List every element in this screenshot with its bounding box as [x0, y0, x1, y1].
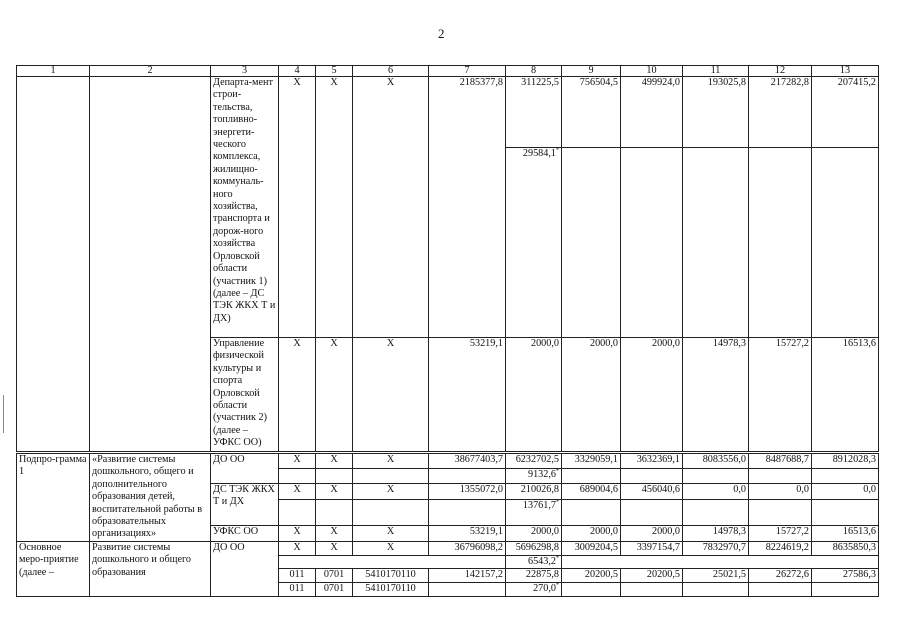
table-cell: 3397154,7 [621, 541, 683, 555]
table-cell [279, 499, 316, 525]
header-cell: 11 [683, 66, 749, 77]
table-cell: 3329059,1 [562, 454, 621, 469]
table-cell [353, 469, 429, 484]
table-cell: 0,0 [683, 484, 749, 500]
table-cell: 2000,0 [621, 525, 683, 541]
table-cell [353, 499, 429, 525]
table-cell: 5410170110 [353, 569, 429, 583]
header-cell: 6 [353, 66, 429, 77]
table-cell: 14978,3 [683, 525, 749, 541]
table-cell: 15727,2 [749, 525, 812, 541]
table-row [17, 541, 879, 555]
table-cell: 14978,3 [683, 338, 749, 452]
table-cell: 2000,0 [562, 338, 621, 452]
table-cell [621, 148, 683, 338]
participant-cell: ДО ОО [211, 454, 279, 484]
table-cell: 0701 [316, 569, 353, 583]
table-cell [90, 77, 211, 452]
table-cell [683, 148, 749, 338]
header-cell: 1 [17, 66, 90, 77]
table-cell: 20200,5 [621, 569, 683, 583]
table-cell [812, 583, 879, 597]
table-cell: 011 [279, 583, 316, 597]
cell-value: 29584,1 [522, 148, 556, 159]
table-cell [749, 148, 812, 338]
table-cell [506, 148, 562, 338]
table-cell: Х [279, 338, 316, 452]
header-cell: 2 [90, 66, 211, 77]
table-cell [562, 499, 621, 525]
participant-cell: Управление физической культуры и спорта Орловской области (участник 2) (далее – УФКС ОО) [211, 338, 279, 452]
table-cell: 689004,6 [562, 484, 621, 500]
table-cell: 38677403,7 [429, 454, 506, 469]
cell-value: 9132,6 [527, 469, 556, 480]
participant-cell: ДО ОО [211, 541, 279, 596]
table-cell: 8083556,0 [683, 454, 749, 469]
table-cell: 311225,5 [506, 77, 562, 148]
table-cell [506, 583, 562, 597]
table-cell: 456040,6 [621, 484, 683, 500]
header-cell: 10 [621, 66, 683, 77]
table-cell: 22875,8 [506, 569, 562, 583]
table-cell: 011 [279, 569, 316, 583]
table-cell [506, 555, 562, 568]
table-cell: 0701 [316, 583, 353, 597]
table-cell [749, 583, 812, 597]
table-cell: Х [353, 484, 429, 500]
table-cell [279, 469, 316, 484]
table-cell [683, 499, 749, 525]
table-cell [749, 499, 812, 525]
table-cell [621, 583, 683, 597]
table-cell [316, 469, 353, 484]
table-cell: Х [316, 525, 353, 541]
header-cell: 5 [316, 66, 353, 77]
table-cell [562, 555, 879, 568]
program-cell: Подпро-грамма 1 [17, 454, 90, 542]
program-title-cell: Развитие системы дошкольного и общего образования [90, 541, 211, 596]
footnote-mark: * [556, 499, 559, 506]
table-cell: 16513,6 [812, 525, 879, 541]
table-cell: 0,0 [749, 484, 812, 500]
table-cell [506, 469, 562, 484]
table-cell [812, 499, 879, 525]
table-cell: 1355072,0 [429, 484, 506, 500]
table-cell: Х [316, 484, 353, 500]
table-cell: 756504,5 [562, 77, 621, 148]
participant-cell: Департа-мент строи-тельства, топливно-энергети-ческого комплекса, жилищно-коммуналь-ного хозяйства, транспорта и дорож-ного хозяйства Орловской области (участник 1) (далее – ДС ТЭК ЖКХ Т и ДХ) [211, 77, 279, 338]
table-cell: 0,0 [812, 484, 879, 500]
table-cell [683, 583, 749, 597]
budget-table [16, 65, 879, 452]
table-cell: 3632369,1 [621, 454, 683, 469]
table-cell: Х [316, 541, 353, 555]
page-number: 2 [438, 26, 445, 41]
table-cell: 27586,3 [812, 569, 879, 583]
table-cell: 7832970,7 [683, 541, 749, 555]
table-cell: 8487688,7 [749, 454, 812, 469]
table-cell [683, 469, 749, 484]
table-cell: Х [279, 77, 316, 338]
table-cell: 5696298,8 [506, 541, 562, 555]
header-cell: 3 [211, 66, 279, 77]
table-cell [749, 469, 812, 484]
header-cell: 4 [279, 66, 316, 77]
table-cell: 8912028,3 [812, 454, 879, 469]
table-cell [621, 469, 683, 484]
table-cell: 2000,0 [562, 525, 621, 541]
table-cell: 6232702,5 [506, 454, 562, 469]
table-cell: 8635850,3 [812, 541, 879, 555]
table-cell [812, 469, 879, 484]
table-cell: 53219,1 [429, 338, 506, 452]
table-cell: Х [316, 454, 353, 469]
table-cell: 142157,2 [429, 569, 506, 583]
table-cell [316, 499, 353, 525]
margin-mark [3, 395, 4, 433]
table-cell [17, 77, 90, 452]
table-cell: Х [353, 541, 429, 555]
header-cell: 8 [506, 66, 562, 77]
table-cell: Х [353, 77, 429, 338]
table-cell: 2000,0 [506, 338, 562, 452]
table-cell [279, 555, 506, 568]
cell-value: 6543,2 [527, 555, 556, 567]
table-cell: Х [316, 77, 353, 338]
table-cell [562, 148, 621, 338]
table-cell [812, 148, 879, 338]
footnote-mark: * [556, 468, 559, 475]
table-cell: Х [353, 454, 429, 469]
program-cell: Основное меро-приятие (далее – [17, 541, 90, 596]
header-cell: 13 [812, 66, 879, 77]
table-cell [429, 583, 506, 597]
footnote-mark: * [556, 582, 559, 589]
table-cell [429, 469, 506, 484]
table-cell [429, 499, 506, 525]
table-cell: 210026,8 [506, 484, 562, 500]
table-row [17, 454, 879, 469]
table-cell [506, 499, 562, 525]
table-cell: 217282,8 [749, 77, 812, 148]
table-cell: 25021,5 [683, 569, 749, 583]
table-cell: Х [316, 338, 353, 452]
table-cell: 26272,6 [749, 569, 812, 583]
table-cell: 2000,0 [621, 338, 683, 452]
table-cell [621, 499, 683, 525]
table-cell: 207415,2 [812, 77, 879, 148]
table-cell: 3009204,5 [562, 541, 621, 555]
table-cell: Х [279, 525, 316, 541]
footnote-mark: * [556, 555, 559, 562]
header-row [17, 66, 879, 77]
table-cell: 53219,1 [429, 525, 506, 541]
table-cell: Х [353, 338, 429, 452]
table-row [17, 77, 879, 148]
table-cell: 36796098,2 [429, 541, 506, 555]
table-cell: 15727,2 [749, 338, 812, 452]
table-cell: 8224619,2 [749, 541, 812, 555]
table-cell: 193025,8 [683, 77, 749, 148]
table-cell [562, 583, 621, 597]
table-cell: 499924,0 [621, 77, 683, 148]
header-cell: 12 [749, 66, 812, 77]
table-cell: Х [279, 484, 316, 500]
table-cell [562, 469, 621, 484]
participant-cell: УФКС ОО [211, 525, 279, 541]
program-title-cell: «Развитие системы дошкольного, общего и дополнительного образования детей, воспитательной работы в образовательных организациях» [90, 454, 211, 542]
table-cell: Х [279, 541, 316, 555]
header-cell: 7 [429, 66, 506, 77]
footnote-mark: * [556, 147, 559, 154]
cell-value: 13761,7 [522, 499, 556, 511]
table-cell: 20200,5 [562, 569, 621, 583]
header-cell: 9 [562, 66, 621, 77]
participant-cell: ДС ТЭК ЖКХ Т и ДХ [211, 484, 279, 526]
table-cell: 5410170110 [353, 583, 429, 597]
table-cell: 16513,6 [812, 338, 879, 452]
cell-value: 270,0 [533, 583, 556, 595]
table-cell: 2000,0 [506, 525, 562, 541]
table-cell: Х [353, 525, 429, 541]
budget-table-continued [16, 453, 879, 597]
table-cell: Х [279, 454, 316, 469]
table-cell: 2185377,8 [429, 77, 506, 338]
